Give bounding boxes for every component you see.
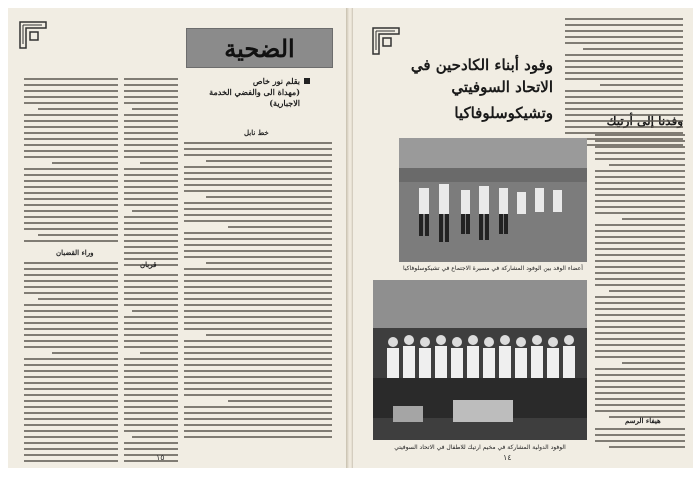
photo-group <box>373 280 587 440</box>
ornament-corner-icon <box>18 20 48 50</box>
subhead-1: خط نابل <box>244 128 269 137</box>
section-title-box <box>186 28 333 68</box>
text-column-1b <box>24 262 118 466</box>
text-column-2b <box>124 274 178 466</box>
byline <box>188 76 300 109</box>
headline-line-2: الاتحاد السوفيتي <box>451 78 553 96</box>
byline-bullet <box>304 78 310 84</box>
left-page <box>8 8 349 468</box>
text-column-right-end <box>595 428 685 452</box>
author-note: هيفاء الرسم <box>625 416 661 425</box>
text-column-1 <box>24 78 118 246</box>
page-number-left: ١٥ <box>156 453 165 462</box>
intro-text-top <box>565 18 683 150</box>
byline-note: (مهداة الى والفضي الخدمة الاجبارية) <box>209 87 300 108</box>
text-column-3 <box>184 142 332 442</box>
section-title: الضحية <box>224 33 295 63</box>
ornament-corner-icon <box>371 26 401 56</box>
photo-2-caption: الوفود الدولية المشاركة في مخيم ارتيك للاطفال في الاتحاد السوفيتي <box>394 444 566 451</box>
subhead-2: وراء القضبان <box>56 248 94 257</box>
text-column-2 <box>124 78 178 270</box>
photo-1-caption: أعضاء الوفد بين الوفود المشاركة في مسيرة الاجتماع في تشيكوسلوفاكيا <box>403 265 583 272</box>
subhead-3: قربان <box>140 260 157 269</box>
right-page <box>352 8 693 468</box>
photo-parade <box>399 138 587 262</box>
page-number-right: ١٤ <box>503 453 512 462</box>
text-column-right <box>595 134 685 422</box>
headline-line-3: وتشيكوسلوفاكيا <box>454 104 553 122</box>
headline-line-1: وفود أبناء الكادحين في <box>410 56 553 74</box>
byline-author: بقلم نور خاص <box>252 76 300 86</box>
